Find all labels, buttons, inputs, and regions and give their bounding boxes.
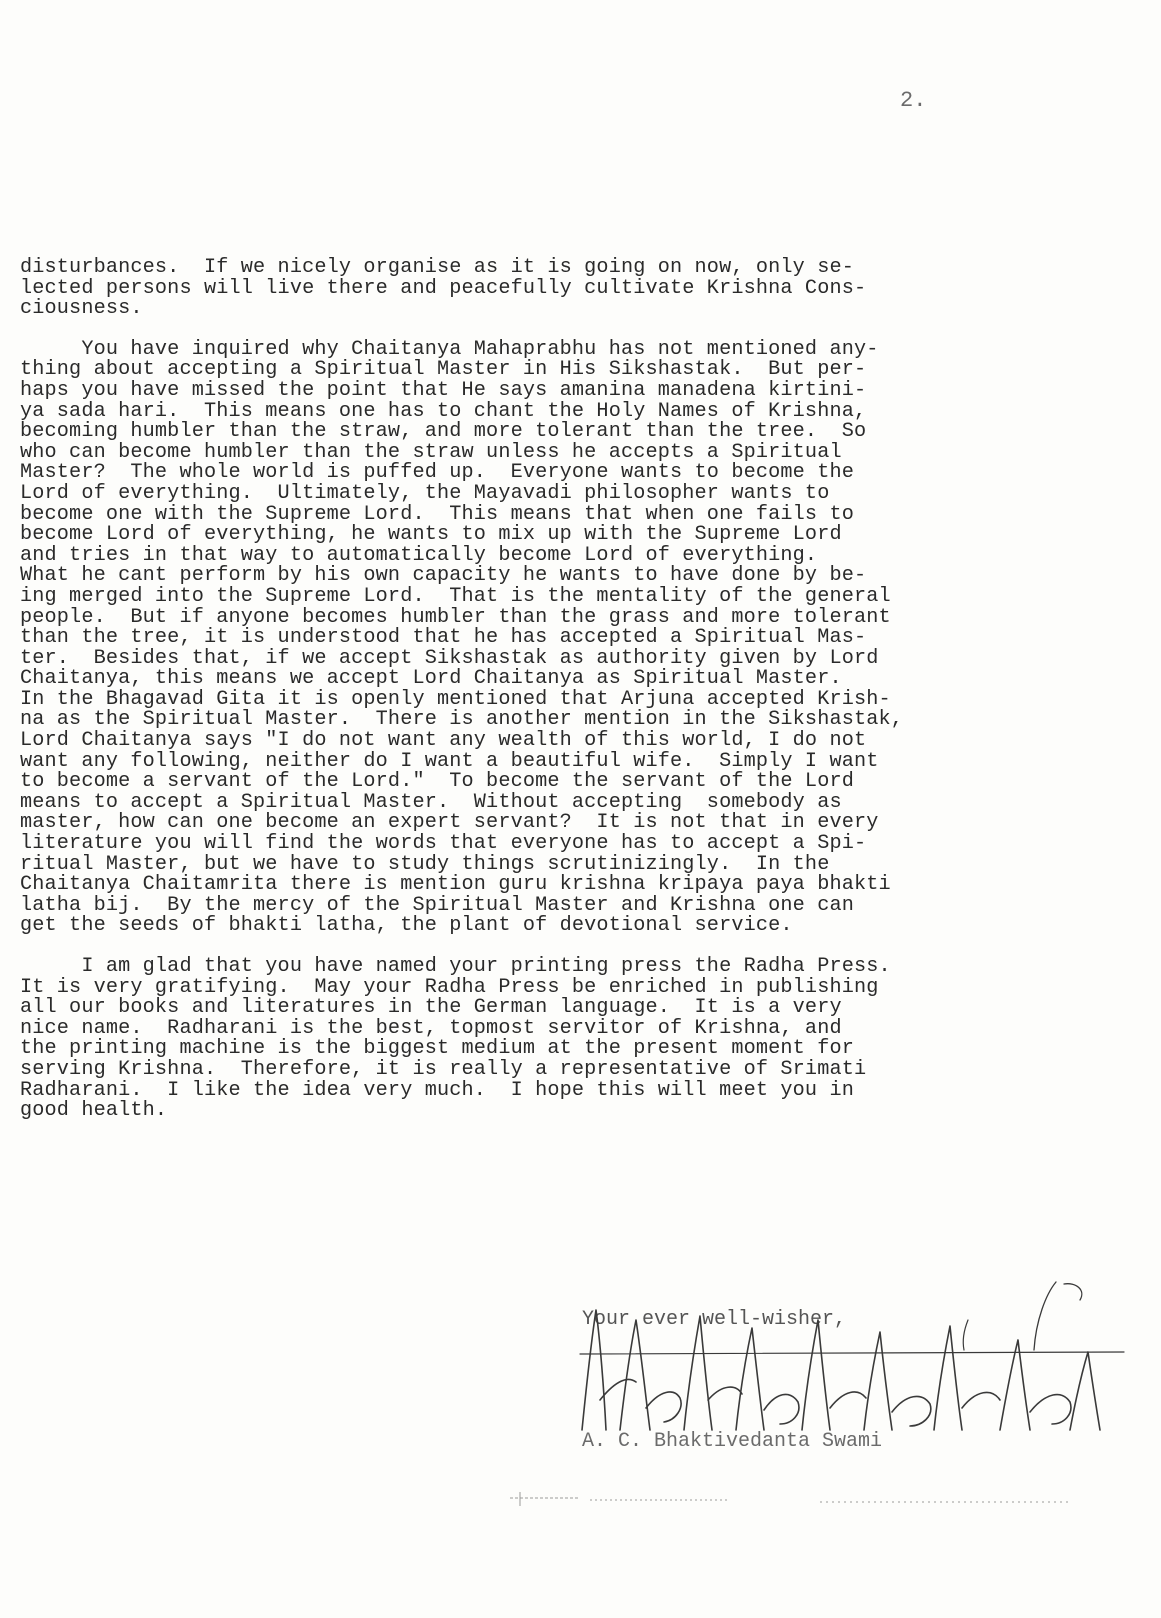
text-line: ya sada hari. This means one has to chant the Holy Names of Krishna, [20,399,867,423]
text-line: means to accept a Spiritual Master. Without accepting somebody as [20,790,842,814]
text-line: disturbances. If we nicely organise as it is going on now, only se- [20,256,854,279]
text-line: ter. Besides that, if we accept Sikshastak as authority given by Lord [20,646,879,670]
text-line: In the Bhagavad Gita it is openly mentioned that Arjuna accepted Krish- [20,687,891,711]
text-line: nice name. Radharani is the best, topmost servitor of Krishna, and [20,1016,842,1040]
text-line: I am glad that you have named your printing press the Radha Press. [20,955,891,978]
text-line: It is very gratifying. May your Radha Press be enriched in publishing [20,975,879,999]
text-line: What he cant perform by his own capacity he wants to have done by be- [20,564,867,588]
text-line: Lord Chaitanya says "I do not want any wealth of this world, I do not [20,729,867,753]
text-line: latha bij. By the mercy of the Spiritual Master and Krishna one can [20,893,854,917]
paragraph-1 [20,258,1120,320]
signature-name: A. C. Bhaktivedanta Swami [582,1430,883,1453]
letter-body [20,258,1120,1122]
text-line: who can become humbler than the straw unless he accepts a Spiritual [20,440,842,464]
text-line: and tries in that way to automatically become Lord of everything. [20,543,818,567]
paragraph-2 [20,337,1120,938]
text-line: the printing machine is the biggest medium at the present moment for [20,1037,854,1061]
closing-salutation: Your ever well-wisher, [582,1308,847,1331]
text-line: ciousness. [20,297,143,321]
handwritten-signature [576,1280,1126,1450]
faint-footer-marks [500,1488,1080,1512]
text-line: want any following, neither do I want a beautiful wife. Simply I want [20,749,879,773]
text-line: become one with the Supreme Lord. This means that when one fails to [20,502,854,526]
text-line: Master? The whole world is puffed up. Everyone wants to become the [20,461,854,485]
text-line: thing about accepting a Spiritual Master in His Sikshastak. But per- [20,358,867,382]
text-line: Chaitanya, this means we accept Lord Chaitanya as Spiritual Master. [20,667,842,691]
text-line: You have inquired why Chaitanya Mahaprabhu has not mentioned any- [20,337,879,361]
text-line: become Lord of everything, he wants to mix up with the Supreme Lord [20,523,842,547]
text-line: get the seeds of bhakti latha, the plant of devotional service. [20,914,793,938]
text-line: ing merged into the Supreme Lord. That is the mentality of the general [20,584,891,608]
text-line: serving Krishna. Therefore, it is really a representative of Srimati [20,1057,867,1081]
paragraph-3 [20,957,1120,1122]
text-line: people. But if anyone becomes humbler than the grass and more tolerant [20,605,891,629]
text-line: all our books and literatures in the German language. It is a very [20,996,842,1020]
text-line: lected persons will live there and peacefully cultivate Krishna Cons- [20,276,867,300]
text-line: Chaitanya Chaitamrita there is mention guru krishna kripaya paya bhakti [20,873,891,897]
text-line: Radharani. I like the idea very much. I hope this will meet you in [20,1078,854,1102]
text-line: becoming humbler than the straw, and more tolerant than the tree. So [20,420,867,444]
text-line: to become a servant of the Lord." To become the servant of the Lord [20,770,854,794]
text-line: than the tree, it is understood that he has accepted a Spiritual Mas- [20,626,867,650]
text-line: good health. [20,1099,168,1123]
text-line: literature you will find the words that everyone has to accept a Spi- [20,832,867,856]
text-line: Lord of everything. Ultimately, the Mayavadi philosopher wants to [20,481,830,505]
text-line: ritual Master, but we have to study things scrutinizingly. In the [20,852,830,876]
text-line: na as the Spiritual Master. There is another mention in the Sikshastak, [20,708,904,732]
text-line: master, how can one become an expert servant? It is not that in every [20,811,879,835]
text-line: haps you have missed the point that He says amanina manadena kirtini- [20,378,867,402]
page-number: 2. [900,88,927,113]
